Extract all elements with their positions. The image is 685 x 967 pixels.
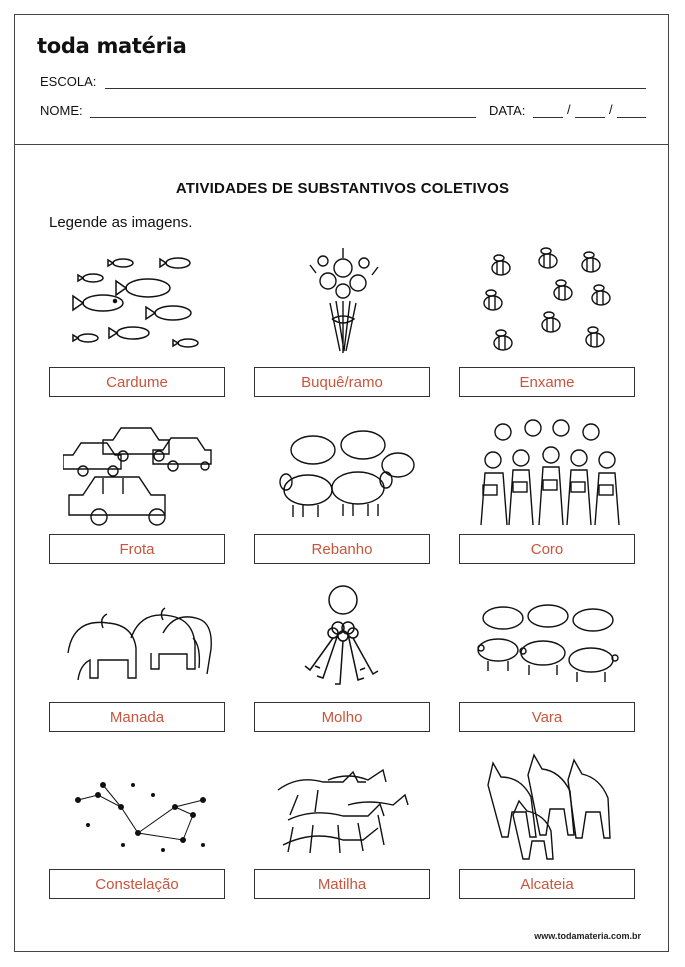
item-card <box>459 578 637 738</box>
pig-herd-icon <box>473 578 623 696</box>
instruction-text: Legende as imagens. <box>49 214 193 231</box>
item-card <box>254 243 432 403</box>
date-month-field[interactable] <box>575 117 605 118</box>
item-card <box>254 745 432 905</box>
dog-pack-icon <box>268 745 418 863</box>
item-card <box>459 745 637 905</box>
item-card <box>459 243 637 403</box>
school-label: ESCOLA: <box>40 74 97 89</box>
item-card <box>49 745 227 905</box>
worksheet-header <box>14 14 669 145</box>
car-fleet-icon <box>63 410 213 528</box>
answer-box[interactable]: Matilha <box>254 869 430 899</box>
date-label: DATA: <box>489 103 526 118</box>
bee-swarm-icon <box>473 243 623 361</box>
sheep-flock-icon <box>268 410 418 528</box>
answer-box[interactable]: Buquê/ramo <box>254 367 430 397</box>
date-day-field[interactable] <box>533 117 563 118</box>
date-year-field[interactable] <box>617 117 646 118</box>
answer-box[interactable]: Enxame <box>459 367 635 397</box>
item-card <box>459 410 637 570</box>
answer-box[interactable]: Molho <box>254 702 430 732</box>
name-field[interactable] <box>90 117 476 118</box>
key-bunch-icon <box>268 578 418 696</box>
fish-school-icon <box>63 243 213 361</box>
answer-box[interactable]: Coro <box>459 534 635 564</box>
school-field[interactable] <box>105 88 646 89</box>
name-label: NOME: <box>40 103 83 118</box>
wolf-pack-icon <box>473 745 623 863</box>
answer-box[interactable]: Alcateia <box>459 869 635 899</box>
footer-url: www.todamateria.com.br <box>534 931 641 941</box>
item-card <box>254 578 432 738</box>
elephant-herd-icon <box>63 578 213 696</box>
page-title: ATIVIDADES DE SUBSTANTIVOS COLETIVOS <box>175 180 510 197</box>
logo: toda matéria <box>37 34 187 58</box>
answer-box[interactable]: Frota <box>49 534 225 564</box>
choir-icon <box>473 410 623 528</box>
answer-box[interactable]: Cardume <box>49 367 225 397</box>
answer-box[interactable]: Constelação <box>49 869 225 899</box>
answer-box[interactable]: Manada <box>49 702 225 732</box>
item-card <box>49 243 227 403</box>
date-separator: / <box>609 102 613 117</box>
item-card <box>49 578 227 738</box>
date-separator: / <box>567 102 571 117</box>
answer-box[interactable]: Rebanho <box>254 534 430 564</box>
constellation-icon <box>63 745 213 863</box>
item-card <box>254 410 432 570</box>
answer-box[interactable]: Vara <box>459 702 635 732</box>
item-card <box>49 410 227 570</box>
flower-bouquet-icon <box>268 243 418 361</box>
